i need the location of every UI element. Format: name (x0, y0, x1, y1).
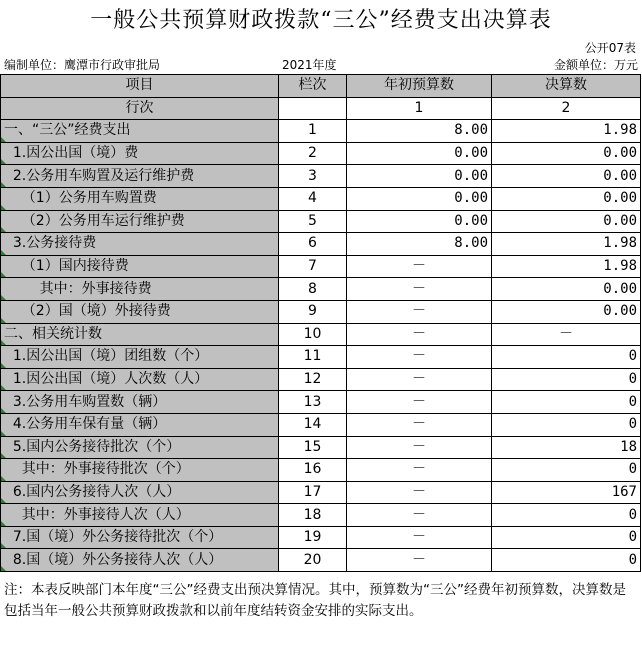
row-final: 0 (492, 391, 641, 414)
row-column-no: 5 (279, 210, 347, 233)
row-column-no: 17 (279, 481, 347, 504)
row-column-no: 13 (279, 391, 347, 414)
row-item: 4.公务用车保有量（辆） (1, 413, 279, 436)
row-final: 0 (492, 504, 641, 527)
row-item: 6.国内公务接待人次（人） (1, 481, 279, 504)
table-row (1, 233, 641, 256)
header-index-blank (279, 97, 347, 120)
row-column-no: 7 (279, 255, 347, 278)
row-final: 0.00 (492, 142, 641, 165)
row-budget: 0.00 (347, 210, 492, 233)
row-budget: 8.00 (347, 120, 492, 143)
row-item: 8.国（境）外公务接待人次（人） (1, 549, 279, 572)
form-number: 公开07表 (584, 41, 636, 55)
row-item: 1.因公出国（境）人次数（人） (1, 368, 279, 391)
row-column-no: 3 (279, 165, 347, 188)
row-budget: － (347, 526, 492, 549)
row-final: 0.00 (492, 165, 641, 188)
row-budget: － (347, 481, 492, 504)
row-item: （1）国内接待费 (1, 255, 279, 278)
amount-unit: 金额单位：万元 (553, 58, 638, 72)
row-item: 1.因公出国（境）团组数（个） (1, 346, 279, 369)
row-final: 0 (492, 368, 641, 391)
header-item: 项目 (1, 75, 279, 98)
row-column-no: 8 (279, 278, 347, 301)
row-item: 3.公务用车购置数（辆） (1, 391, 279, 414)
row-budget: 0.00 (347, 165, 492, 188)
row-budget: 0.00 (347, 187, 492, 210)
table-row (1, 368, 641, 391)
table-row (1, 165, 641, 188)
table-row (1, 346, 641, 369)
row-item: （2）公务用车运行维护费 (1, 210, 279, 233)
page-title: 一般公共预算财政拨款“三公”经费支出决算表 (90, 8, 552, 33)
table-row (1, 526, 641, 549)
row-budget: － (347, 368, 492, 391)
table-row (1, 323, 641, 346)
row-item: 其中：外事接待费 (1, 278, 279, 301)
row-final: 0.00 (492, 210, 641, 233)
row-budget: － (347, 323, 492, 346)
row-budget: － (347, 346, 492, 369)
table-row (1, 187, 641, 210)
row-budget: － (347, 436, 492, 459)
table-row (1, 391, 641, 414)
row-column-no: 19 (279, 526, 347, 549)
header-index-row (1, 97, 641, 120)
table-row (1, 300, 641, 323)
row-column-no: 20 (279, 549, 347, 572)
row-column-no: 2 (279, 142, 347, 165)
row-budget: － (347, 278, 492, 301)
report-year: 2021年度 (282, 58, 337, 72)
row-final: － (492, 323, 641, 346)
table-row (1, 459, 641, 482)
row-column-no: 12 (279, 368, 347, 391)
row-final: 1.98 (492, 120, 641, 143)
row-final: 167 (492, 481, 641, 504)
row-item: （1）公务用车购置费 (1, 187, 279, 210)
row-item: 5.国内公务接待批次（个） (1, 436, 279, 459)
row-final: 0.00 (492, 278, 641, 301)
row-column-no: 18 (279, 504, 347, 527)
row-budget: － (347, 300, 492, 323)
row-final: 1.98 (492, 255, 641, 278)
header-budget: 年初预算数 (347, 75, 492, 98)
row-column-no: 10 (279, 323, 347, 346)
row-budget: － (347, 413, 492, 436)
compiling-unit: 编制单位：鹰潭市行政审批局 (4, 58, 161, 72)
row-final: 0 (492, 413, 641, 436)
row-column-no: 4 (279, 187, 347, 210)
row-item: 其中：外事接待人次（人） (1, 504, 279, 527)
row-column-no: 1 (279, 120, 347, 143)
row-item: 其中：外事接待批次（个） (1, 459, 279, 482)
row-budget: 0.00 (347, 142, 492, 165)
row-column-no: 15 (279, 436, 347, 459)
row-budget: － (347, 391, 492, 414)
table-row (1, 278, 641, 301)
header-budget-index: 1 (347, 97, 492, 120)
row-final: 0.00 (492, 187, 641, 210)
header-final: 决算数 (492, 75, 641, 98)
row-budget: － (347, 459, 492, 482)
table-row (1, 436, 641, 459)
three-public-expense-table (0, 74, 641, 572)
header-row-order: 行次 (1, 97, 279, 120)
table-row (1, 120, 641, 143)
row-final: 18 (492, 436, 641, 459)
row-column-no: 9 (279, 300, 347, 323)
table-row (1, 255, 641, 278)
row-column-no: 14 (279, 413, 347, 436)
table-row (1, 413, 641, 436)
table-row (1, 210, 641, 233)
row-item: （2）国（境）外接待费 (1, 300, 279, 323)
header-row (1, 75, 641, 98)
row-final: 0 (492, 459, 641, 482)
row-final: 0 (492, 346, 641, 369)
row-final: 0 (492, 526, 641, 549)
row-item: 1.因公出国（境）费 (1, 142, 279, 165)
row-final: 0 (492, 549, 641, 572)
row-column-no: 11 (279, 346, 347, 369)
row-item: 7.国（境）外公务接待批次（个） (1, 526, 279, 549)
row-item: 二、相关统计数 (1, 323, 279, 346)
row-budget: 8.00 (347, 233, 492, 256)
row-final: 0.00 (492, 300, 641, 323)
footnote: 注：本表反映部门本年度“三公”经费支出预决算情况。其中，预算数为“三公”经费年初预算数，决算数是包括当年一般公共预算财政拨款和以前年度结转资金安排的实际支出。 (4, 582, 626, 619)
row-budget: － (347, 255, 492, 278)
row-item: 2.公务用车购置及运行维护费 (1, 165, 279, 188)
row-item: 一、“三公”经费支出 (1, 120, 279, 143)
row-budget: － (347, 504, 492, 527)
table-row (1, 549, 641, 572)
table-row (1, 504, 641, 527)
row-item: 3.公务接待费 (1, 233, 279, 256)
row-final: 1.98 (492, 233, 641, 256)
header-final-index: 2 (492, 97, 641, 120)
header-column-no: 栏次 (279, 75, 347, 98)
row-column-no: 16 (279, 459, 347, 482)
row-budget: － (347, 549, 492, 572)
table-row (1, 481, 641, 504)
row-column-no: 6 (279, 233, 347, 256)
table-row (1, 142, 641, 165)
